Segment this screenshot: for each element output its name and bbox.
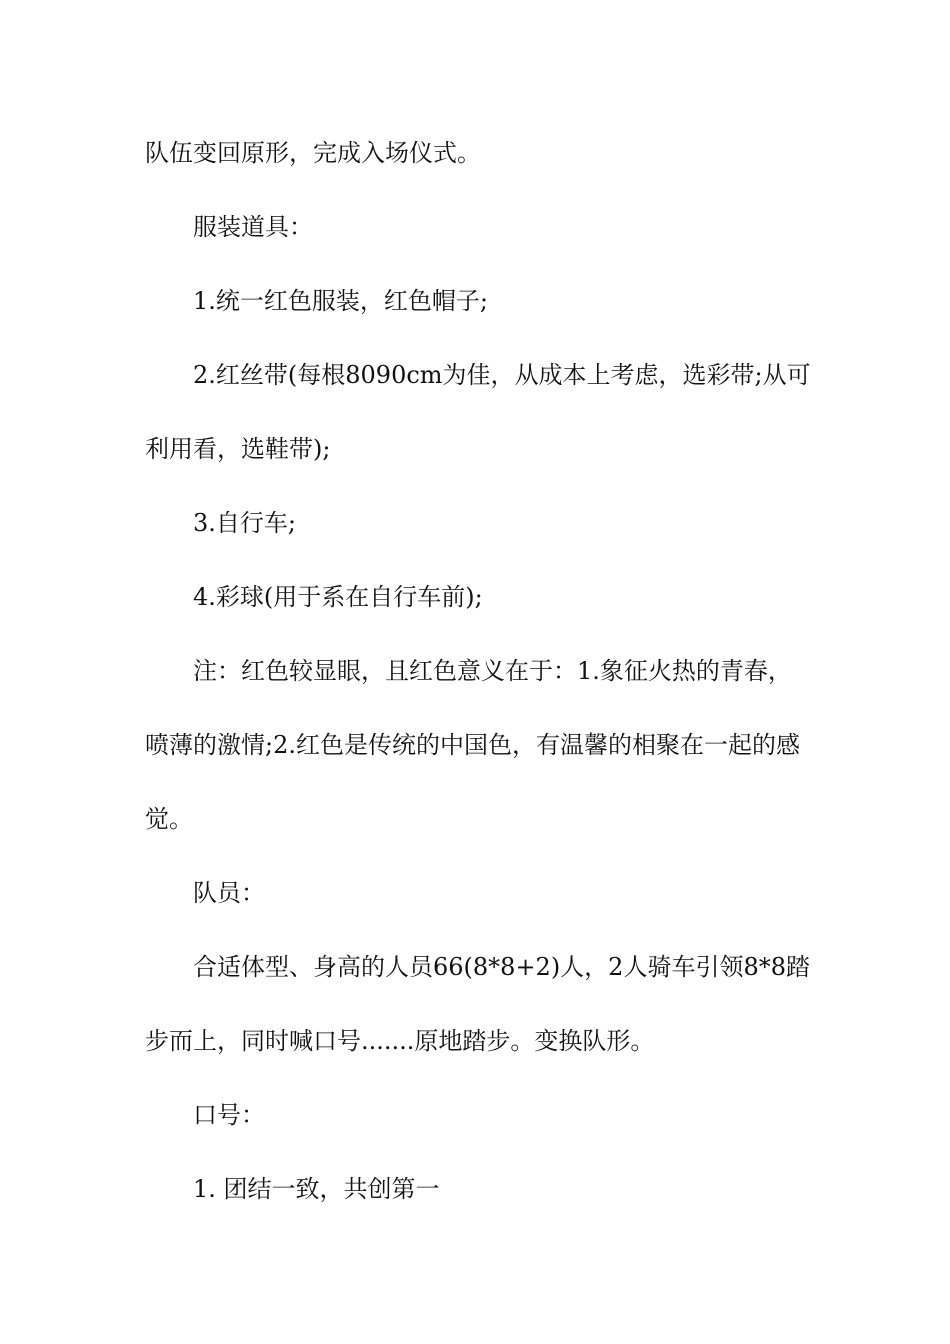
section-heading-costume-props: 服装道具： xyxy=(193,213,313,241)
paragraph-line: 利用看，选鞋带); xyxy=(145,435,331,463)
list-item: 4.彩球(用于系在自行车前); xyxy=(193,583,483,611)
list-item: 3.自行车; xyxy=(193,509,296,537)
note-paragraph: 注：红色较显眼，且红色意义在于：1.象征火热的青春， xyxy=(193,657,792,685)
section-heading-slogans: 口号： xyxy=(193,1101,265,1129)
paragraph-line: 觉。 xyxy=(145,805,193,833)
paragraph-line: 喷薄的激情;2.红色是传统的中国色，有温馨的相聚在一起的感 xyxy=(145,731,800,759)
members-paragraph: 合适体型、身高的人员66(8*8+2)人，2人骑车引领8*8踏 xyxy=(193,953,810,981)
list-item: 2.红丝带(每根8090cm为佳，从成本上考虑，选彩带;从可 xyxy=(193,361,811,389)
paragraph-line: 队伍变回原形，完成入场仪式。 xyxy=(145,139,481,167)
list-item: 1.统一红色服装，红色帽子; xyxy=(193,287,488,315)
paragraph-line: 步而上，同时喊口号.......原地踏步。变换队形。 xyxy=(145,1027,655,1055)
section-heading-members: 队员： xyxy=(193,879,265,907)
list-item: 1. 团结一致，共创第一 xyxy=(193,1175,440,1203)
